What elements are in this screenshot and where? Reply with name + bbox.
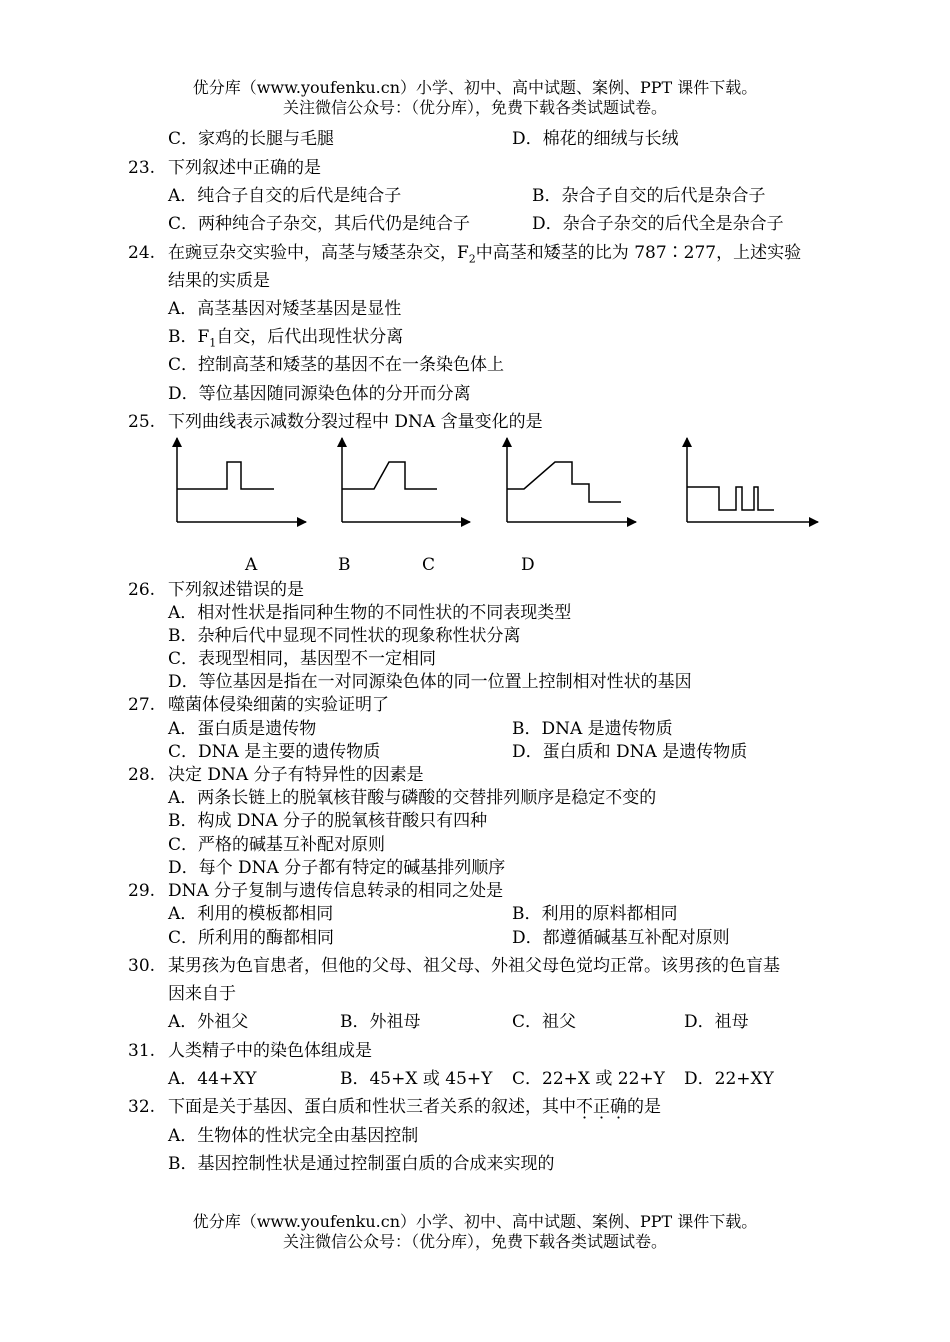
q27-number: 27. — [128, 695, 156, 715]
q30-option-c: C．祖父 — [512, 1012, 577, 1032]
header-line-1: 优分库（www.youfenku.cn）小学、初中、高中试题、案例、PPT 课件下载。 — [192, 78, 758, 97]
q23-option-a: A．纯合子自交的后代是纯合子 — [168, 186, 402, 206]
curve-label-d: D — [521, 555, 535, 575]
q23-stem: 下列叙述中正确的是 — [168, 158, 321, 178]
q25-stem: 下列曲线表示减数分裂过程中 DNA 含量变化的是 — [168, 412, 543, 432]
q24-number: 24. — [128, 243, 156, 263]
q26-option-a: A．相对性状是指同种生物的不同性状的不同表现类型 — [168, 603, 572, 623]
q29-option-c: C．所利用的酶都相同 — [168, 928, 335, 948]
q28-option-b: B．构成 DNA 分子的脱氧核苷酸只有四种 — [168, 811, 488, 831]
q23-number: 23. — [128, 158, 156, 178]
curve-graph-b — [342, 438, 470, 522]
q26-option-c: C．表现型相同，基因型不一定相同 — [168, 649, 437, 669]
q29-option-d: D．都遵循碱基互补配对原则 — [512, 928, 730, 948]
header-line-2: 关注微信公众号：（优分库），免费下载各类试题试卷。 — [282, 98, 667, 117]
q27-option-a: A．蛋白质是遗传物 — [168, 719, 317, 739]
q22-option-c: C．家鸡的长腿与毛腿 — [168, 129, 335, 149]
footer-line-2: 关注微信公众号：（优分库），免费下载各类试题试卷。 — [282, 1232, 667, 1251]
curve-label-b: B — [338, 555, 351, 575]
q24-stem-line-1: 在豌豆杂交实验中，高茎与矮茎杂交，$F_2$中高茎和矮茎的比为 787∶277，上述实验 — [168, 243, 802, 266]
q31-number: 31. — [128, 1041, 156, 1061]
q32-stem: 下面是关于基因、蛋白质和性状三者关系的叙述，其中不正确的是 — [168, 1097, 661, 1117]
curve-graph-c — [507, 438, 636, 522]
q24-stem-line-2: 结果的实质是 — [168, 271, 270, 291]
q30-option-d: D．祖母 — [684, 1012, 749, 1032]
q31-option-a: A．44+XY — [168, 1069, 257, 1089]
q25-number: 25. — [128, 412, 156, 432]
q31-option-d: D．22+XY — [684, 1069, 774, 1089]
q30-stem-line-1: 某男孩为色盲患者，但他的父母、祖父母、外祖父母色觉均正常。该男孩的色盲基 — [168, 956, 780, 976]
q28-number: 28. — [128, 765, 156, 785]
q24-option-a: A．高茎基因对矮茎基因是显性 — [168, 299, 402, 319]
q30-number: 30. — [128, 956, 156, 976]
q30-option-b: B．外祖母 — [340, 1012, 421, 1032]
q23-option-c: C．两种纯合子杂交，其后代仍是纯合子 — [168, 214, 471, 234]
q27-option-d: D．蛋白质和 DNA 是遗传物质 — [512, 742, 748, 762]
q23-option-b: B．杂合子自交的后代是杂合子 — [532, 186, 766, 206]
q26-number: 26. — [128, 580, 156, 600]
q26-option-d: D．等位基因是指在一对同源染色体的同一位置上控制相对性状的基因 — [168, 672, 692, 692]
q32-option-a: A．生物体的性状完全由基因控制 — [168, 1126, 419, 1146]
q28-option-d: D．每个 DNA 分子都有特定的碱基排列顺序 — [168, 858, 506, 878]
q31-stem: 人类精子中的染色体组成是 — [168, 1041, 372, 1061]
q27-stem: 噬菌体侵染细菌的实验证明了 — [168, 695, 389, 715]
q22-option-d: D．棉花的细绒与长绒 — [512, 129, 679, 149]
q29-number: 29. — [128, 881, 156, 901]
curve-graph-a — [177, 438, 306, 522]
q26-stem: 下列叙述错误的是 — [168, 580, 304, 600]
q28-option-a: A．两条长链上的脱氧核苷酸与磷酸的交替排列顺序是稳定不变的 — [168, 788, 657, 808]
q23-option-d: D．杂合子杂交的后代全是杂合子 — [532, 214, 784, 234]
curve-graph-d — [687, 438, 818, 522]
q26-option-b: B．杂种后代中显现不同性状的现象称性状分离 — [168, 626, 521, 646]
q29-stem: DNA 分子复制与遗传信息转录的相同之处是 — [168, 881, 504, 901]
q27-option-b: B．DNA 是遗传物质 — [512, 719, 673, 739]
q31-option-b: B．45+X 或 45+Y — [340, 1069, 493, 1089]
q29-option-a: A．利用的模板都相同 — [168, 904, 334, 924]
q28-stem: 决定 DNA 分子有特异性的因素是 — [168, 765, 424, 785]
q31-option-c: C．22+X 或 22+Y — [512, 1069, 665, 1089]
q24-option-d: D．等位基因随同源染色体的分开而分离 — [168, 384, 471, 404]
curve-label-a: A — [245, 555, 258, 575]
curve-label-c: C — [422, 555, 436, 575]
footer-line-1: 优分库（www.youfenku.cn）小学、初中、高中试题、案例、PPT 课件下载。 — [192, 1212, 758, 1231]
q29-option-b: B．利用的原料都相同 — [512, 904, 678, 924]
q32-option-b: B．基因控制性状是通过控制蛋白质的合成来实现的 — [168, 1154, 555, 1174]
q25-curve-figures — [0, 432, 950, 582]
q32-number: 32. — [128, 1097, 156, 1117]
q27-option-c: C．DNA 是主要的遗传物质 — [168, 742, 381, 762]
q28-option-c: C．严格的碱基互补配对原则 — [168, 835, 386, 855]
q30-stem-line-2: 因来自于 — [168, 984, 236, 1004]
q30-option-a: A．外祖父 — [168, 1012, 249, 1032]
q24-option-b: B．$F_1$自交，后代出现性状分离 — [168, 327, 404, 350]
q24-option-c: C．控制高茎和矮茎的基因不在一条染色体上 — [168, 355, 505, 375]
